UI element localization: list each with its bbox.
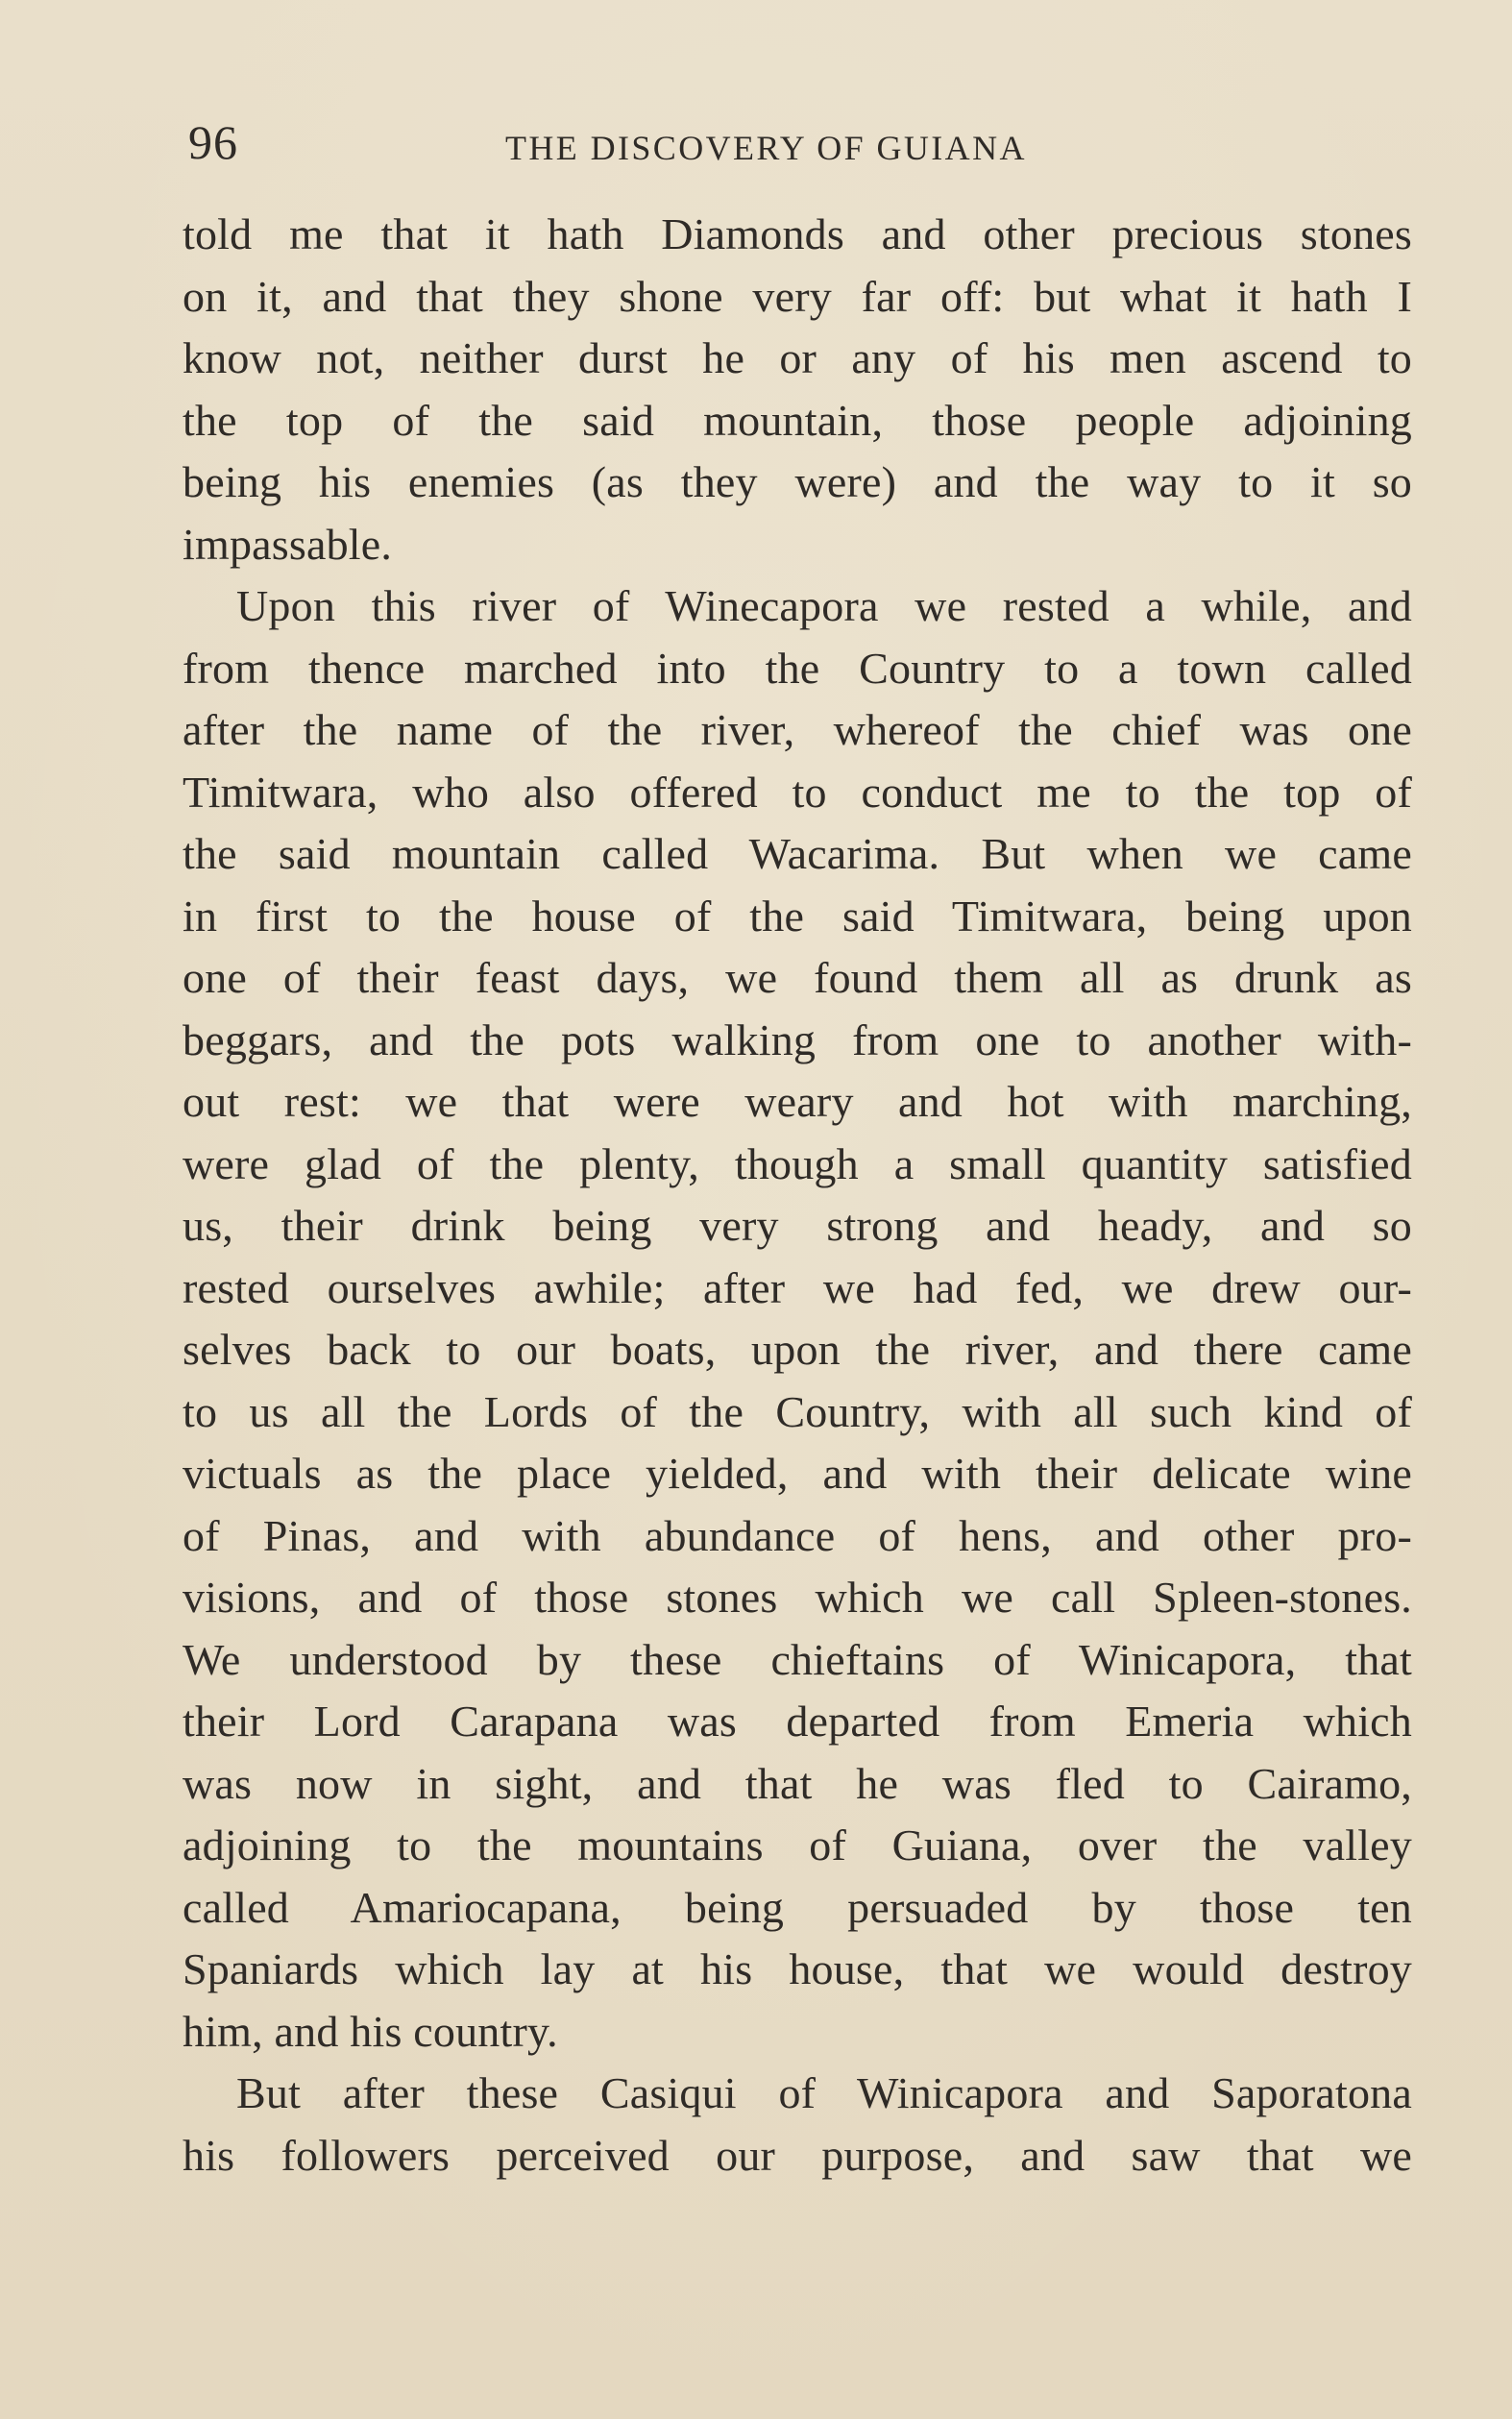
text-line: visions, and of those stones which we call Spleen-stones. bbox=[183, 1573, 1412, 1622]
text-line: victuals as the place yielded, and with their delicate wine bbox=[183, 1449, 1412, 1498]
text-line: Spaniards which lay at his house, that we would destroy bbox=[183, 1944, 1412, 1993]
text-line: after the name of the river, whereof the chief was one bbox=[183, 705, 1412, 754]
text-line: their Lord Carapana was departed from Emeria which bbox=[183, 1697, 1412, 1746]
text-line: called Amariocapana, being persuaded by those ten bbox=[183, 1882, 1412, 1932]
text-line: Upon this river of Winecapora we rested a while, and bbox=[236, 581, 1412, 630]
text-line: adjoining to the mountains of Guiana, over the valley bbox=[183, 1820, 1412, 1869]
text-line: in first to the house of the said Timitwara, being upon bbox=[183, 891, 1412, 941]
text-line: selves back to our boats, upon the river, and there came bbox=[183, 1325, 1412, 1374]
text-line: of Pinas, and with abundance of hens, and other pro- bbox=[183, 1510, 1412, 1560]
text-line: being his enemies (as they were) and the way to it so bbox=[183, 457, 1412, 506]
text-line: from thence marched into the Country to a town called bbox=[183, 643, 1412, 693]
text-line: But after these Casiqui of Winicapora and Saporatona bbox=[236, 2068, 1412, 2117]
text-line: his followers perceived our purpose, and saw that we bbox=[183, 2130, 1412, 2180]
text-line: were glad of the plenty, though a small quantity satisfied bbox=[183, 1138, 1412, 1188]
text-line: rested ourselves awhile; after we had fed, we drew our- bbox=[183, 1262, 1412, 1312]
text-line: the said mountain called Wacarima. But when we came bbox=[183, 829, 1412, 878]
running-head bbox=[183, 113, 1412, 171]
text-line: told me that it hath Diamonds and other precious stones bbox=[183, 209, 1412, 258]
text-line: one of their feast days, we found them all as drunk as bbox=[183, 953, 1412, 1002]
text-line: beggars, and the pots walking from one to another with- bbox=[183, 1014, 1412, 1064]
text-line: him, and his country. bbox=[183, 2006, 558, 2056]
body-text bbox=[183, 204, 1412, 2187]
text-line: Timitwara, who also offered to conduct me to the top of bbox=[183, 767, 1412, 817]
text-line: out rest: we that were weary and hot with marching, bbox=[183, 1077, 1412, 1126]
text-line: was now in sight, and that he was fled to Cairamo, bbox=[183, 1758, 1412, 1808]
text-line: us, their drink being very strong and heady, and so bbox=[183, 1201, 1412, 1250]
text-line: We understood by these chieftains of Winicapora, that bbox=[183, 1634, 1412, 1684]
page-number: 96 bbox=[188, 115, 238, 169]
text-line: on it, and that they shone very far off: but what it hath I bbox=[183, 271, 1412, 321]
text-line: to us all the Lords of the Country, with all such kind of bbox=[183, 1386, 1412, 1436]
text-line: the top of the said mountain, those people adjoining bbox=[183, 395, 1412, 445]
running-title: THE DISCOVERY OF GUIANA bbox=[505, 129, 1027, 167]
text-line: know not, neither durst he or any of his men ascend to bbox=[183, 333, 1412, 382]
text-line: impassable. bbox=[183, 519, 393, 569]
